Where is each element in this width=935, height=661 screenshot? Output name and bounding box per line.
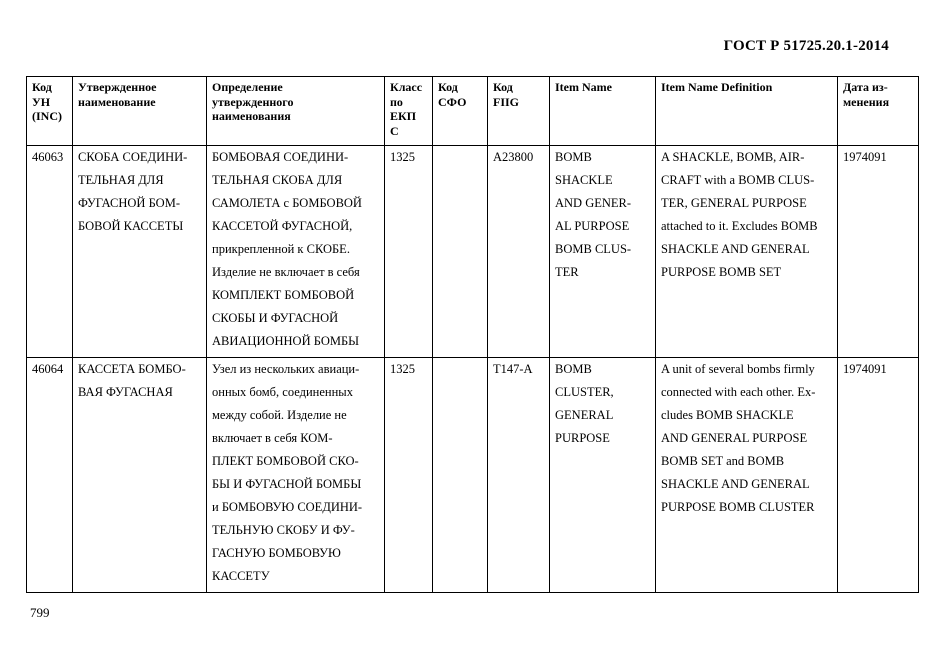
- cell-code-inc: 46064: [27, 358, 73, 593]
- header-approved-name: Утвержденное наименование: [73, 77, 207, 146]
- cell-change-date: 1974091: [838, 358, 919, 593]
- header-code-inc: Код УН (INC): [27, 77, 73, 146]
- cell-class-ekps: 1325: [385, 358, 433, 593]
- cell-item-name: BOMB SHACKLE AND GENER- AL PURPOSE BOMB CLUS- TER: [550, 146, 656, 358]
- cell-change-date: 1974091: [838, 146, 919, 358]
- header-code-sfo: Код СФО: [433, 77, 488, 146]
- header-code-fiig: Код FIIG: [488, 77, 550, 146]
- cell-approved-name: СКОБА СОЕДИНИ- ТЕЛЬНАЯ ДЛЯ ФУГАСНОЙ БОМ- БОВОЙ КАССЕТЫ: [73, 146, 207, 358]
- header-definition: Определение утвержденного наименования: [207, 77, 385, 146]
- cell-definition: Узел из нескольких авиаци- онных бомб, соединенных между собой. Изделие не включает в себя КОМ- ПЛЕКТ БОМБОВОЙ СКО- БЫ И ФУГАСНОЙ БОМБЫ и БОМБОВУЮ СОЕДИНИ- ТЕЛЬНУЮ СКОБУ И ФУ- ГАСНУЮ БОМБОВУЮ КАССЕТУ: [207, 358, 385, 593]
- cell-code-inc: 46063: [27, 146, 73, 358]
- page-number: 799: [30, 605, 50, 620]
- header-class-ekps: Класс по ЕКП С: [385, 77, 433, 146]
- cell-item-name-definition: A SHACKLE, BOMB, AIR- CRAFT with a BOMB CLUS- TER, GENERAL PURPOSE attached to it. Excludes BOMB SHACKLE AND GENERAL PURPOSE BOMB SET: [656, 146, 838, 358]
- items-table: [26, 76, 919, 593]
- cell-approved-name: КАССЕТА БОМБО- ВАЯ ФУГАСНАЯ: [73, 358, 207, 593]
- cell-code-sfo: [433, 146, 488, 358]
- cell-definition: БОМБОВАЯ СОЕДИНИ- ТЕЛЬНАЯ СКОБА ДЛЯ САМОЛЕТА с БОМБОВОЙ КАССЕТОЙ ФУГАСНОЙ, прикрепленной к СКОБЕ. Изделие не включает в себя КОМПЛЕКТ БОМБОВОЙ СКОБЫ И ФУГАСНОЙ АВИАЦИОННОЙ БОМБЫ: [207, 146, 385, 358]
- header-change-date: Дата из- менения: [838, 77, 919, 146]
- table-row: [27, 358, 919, 593]
- cell-item-name: BOMB CLUSTER, GENERAL PURPOSE: [550, 358, 656, 593]
- document-standard-title: ГОСТ Р 51725.20.1-2014: [723, 38, 889, 54]
- header-item-name-definition: Item Name Definition: [656, 77, 838, 146]
- table-row: [27, 146, 919, 358]
- header-item-name: Item Name: [550, 77, 656, 146]
- cell-code-sfo: [433, 358, 488, 593]
- cell-class-ekps: 1325: [385, 146, 433, 358]
- table-header-row: [27, 77, 919, 146]
- cell-code-fiig: T147-A: [488, 358, 550, 593]
- cell-code-fiig: A23800: [488, 146, 550, 358]
- cell-item-name-definition: A unit of several bombs firmly connected with each other. Ex- cludes BOMB SHACKLE AND GENERAL PURPOSE BOMB SET and BOMB SHACKLE AND GENERAL PURPOSE BOMB CLUSTER: [656, 358, 838, 593]
